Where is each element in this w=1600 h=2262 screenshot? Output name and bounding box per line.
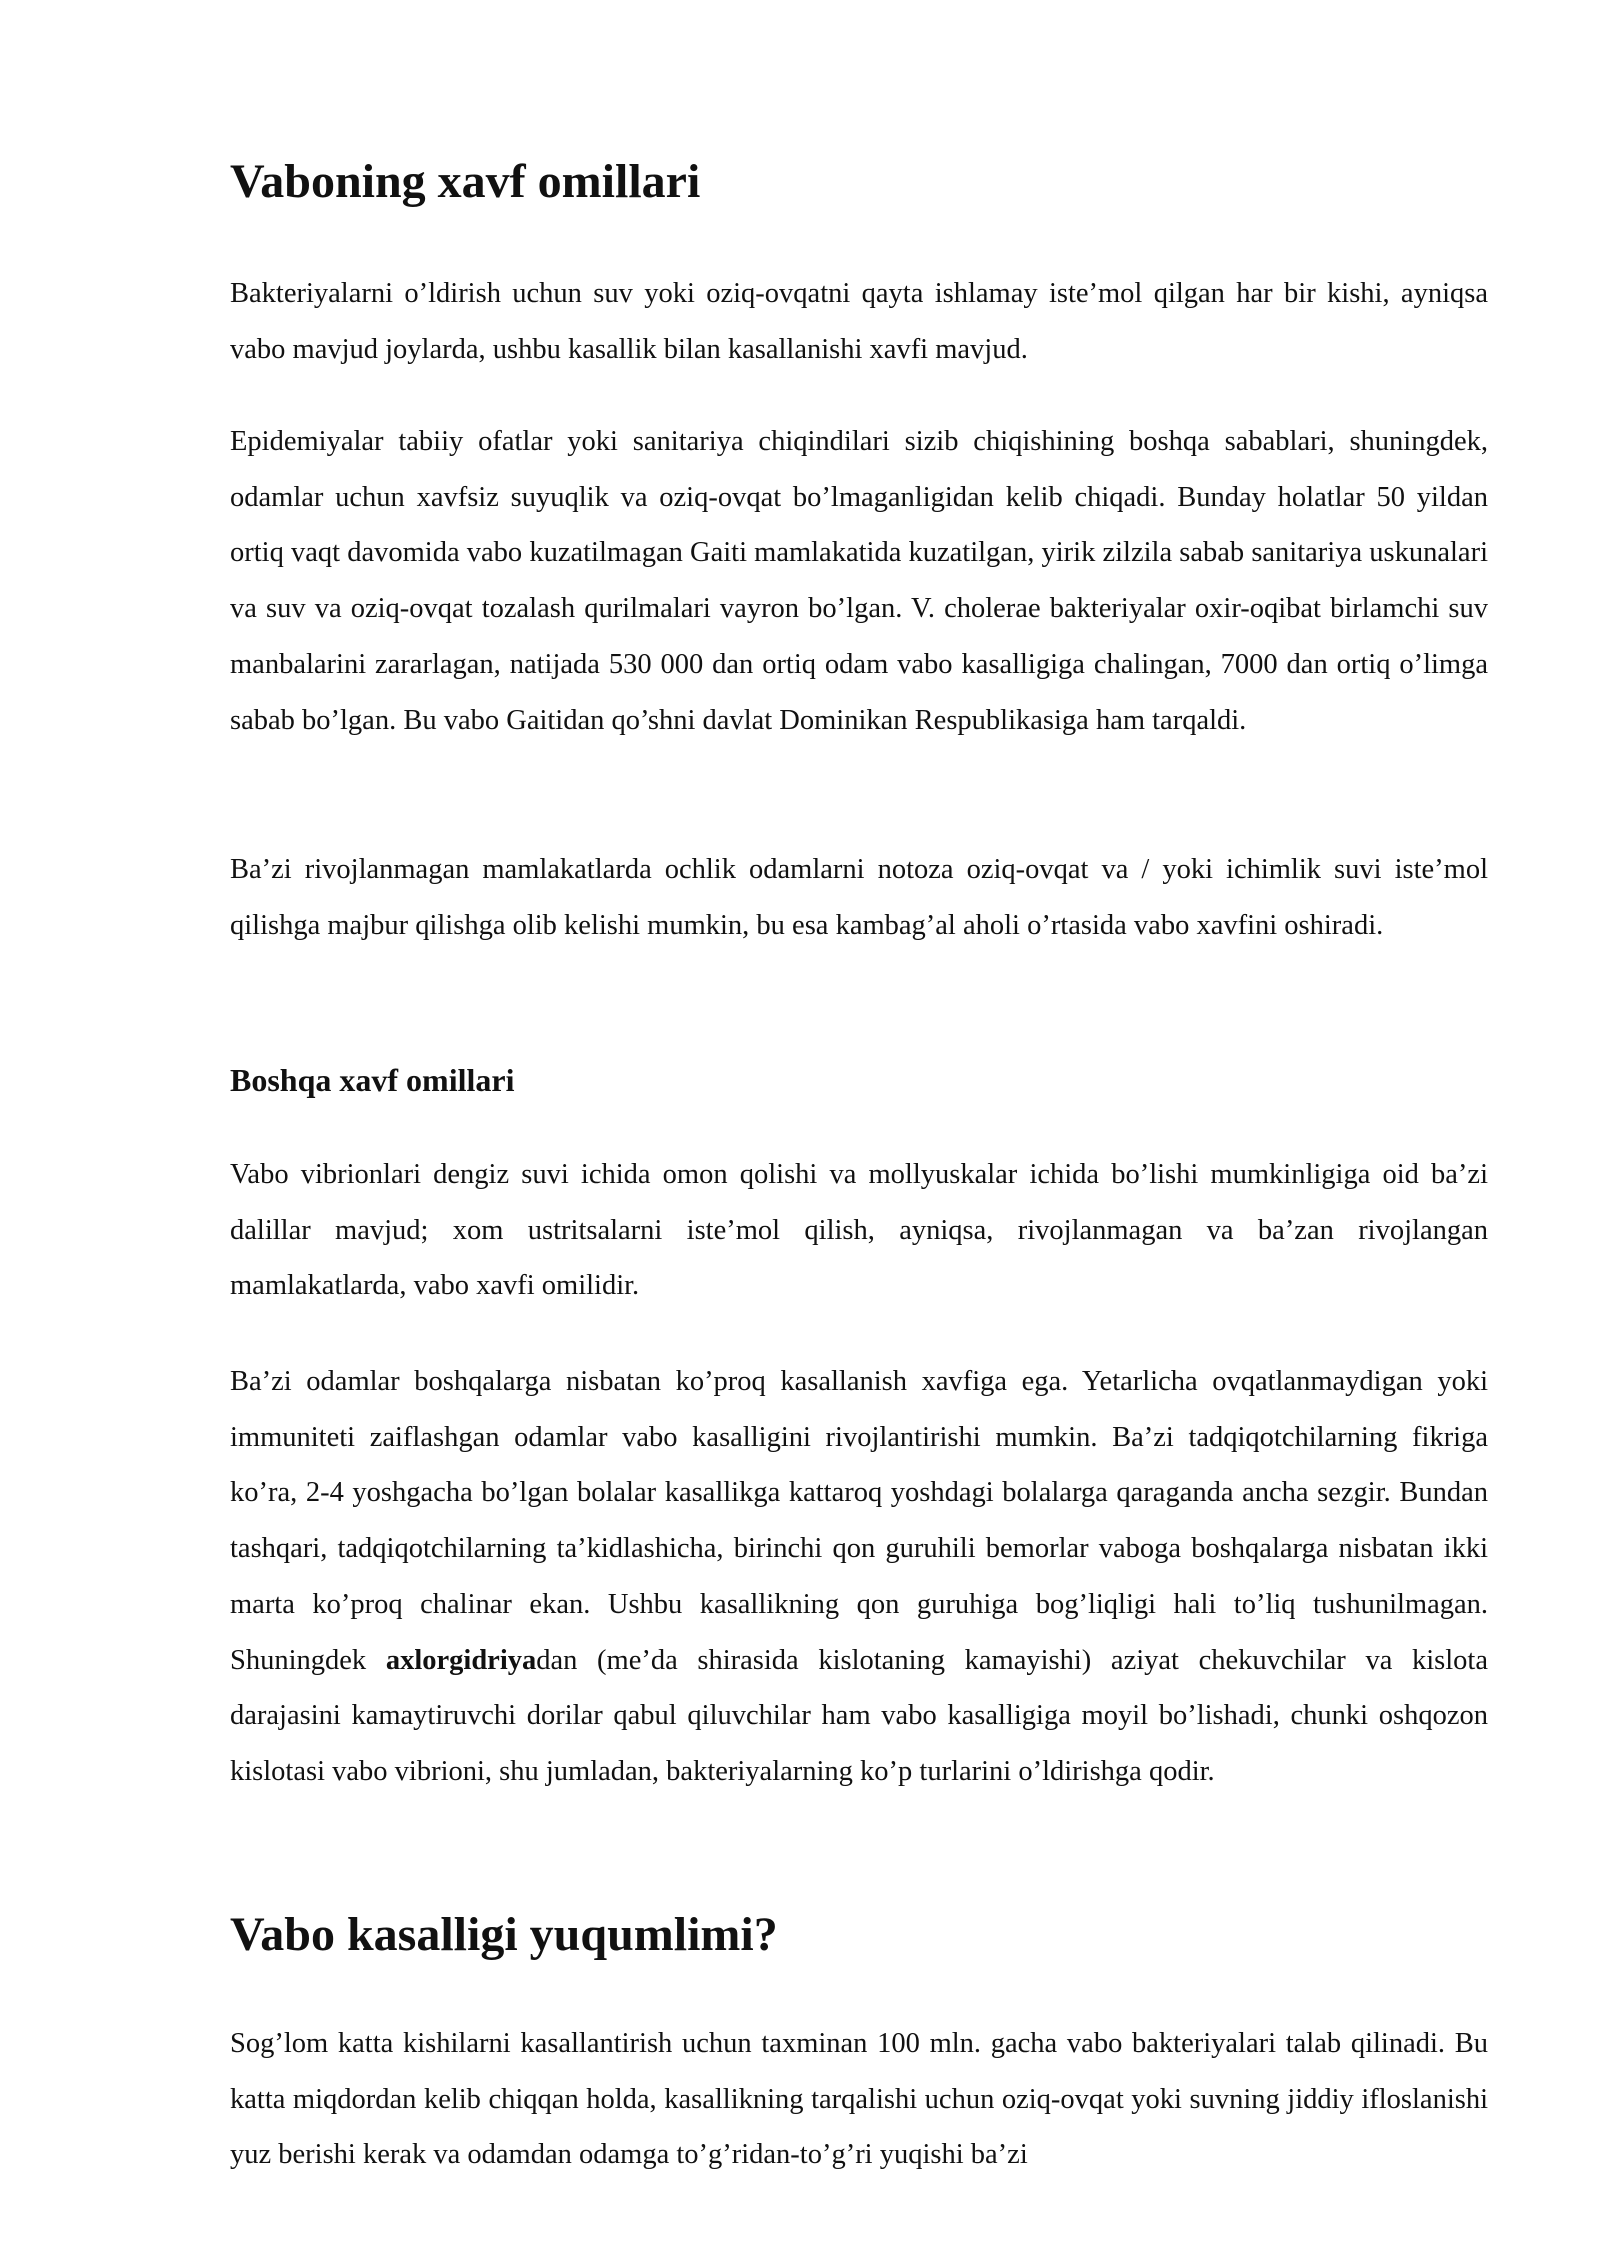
- paragraph: Vabo vibrionlari dengiz suvi ichida omon qolishi va mollyuskalar ichida bo’lishi mumkinligiga oid ba’zi dalillar mavjud; xom ustritsalarni iste’mol qilish, ayniqsa, rivojlanmagan va ba’zan rivojlangan mamlakatlarda, vabo xavfi omilidir.: [230, 1159, 1488, 1302]
- paragraph: Bakteriyalarni o’ldirish uchun suv yoki oziq-ovqatni qayta ishlamay iste’mol qilgan har bir kishi, ayniqsa vabo mavjud joylarda, ushbu kasallik bilan kasallanishi xavfi mavjud.: [230, 278, 1488, 365]
- section-heading-contagious: Vabo kasalligi yuqumlimi?: [230, 1908, 778, 1961]
- paragraph: [230, 1354, 1488, 1800]
- paragraph: Epidemiyalar tabiiy ofatlar yoki sanitariya chiqindilari sizib chiqishining boshqa sabablari, shuningdek, odamlar uchun xavfsiz suyuqlik va oziq-ovqat bo’lmaganligidan kelib chiqadi. Bunday holatlar 50 yildan ortiq vaqt davomida vabo kuzatilmagan Gaiti mamlakatida kuzatilgan, yirik zilzila sabab sanitariya uskunalari va suv va oziq-ovqat tozalash qurilmalari vayron bo’lgan. V. cholerae bakteriyalar oxir-oqibat birlamchi suv manbalarini zararlagan, natijada 530 000 dan ortiq odam vabo kasalligiga chalingan, 7000 dan ortiq o’limga sabab bo’lgan. Bu vabo Gaitidan qo’shni davlat Dominikan Respublikasiga ham tarqaldi.: [230, 426, 1488, 736]
- paragraph-text: Ba’zi odamlar boshqalarga nisbatan ko’proq kasallanish xavfiga ega. Yetarlicha ovqatlanmaydigan yoki immuniteti zaiflashgan odamlar vabo kasalligini rivojlantirishi mumkin. Ba’zi tadqiqotchilarning fikriga ko’ra, 2-4 yoshgacha bo’lgan bolalar kasallikga kattaroq yoshdagi bolalarga qaraganda ancha sezgir. Bundan tashqari, tadqiqotchilarning ta’kidlashicha, birinchi qon guruhili bemorlar vaboga boshqalarga nisbatan ikki marta ko’proq chalinar ekan. Ushbu kasallikning qon guruhiga bog’liqligi hali to’liq tushunilmagan. Shuningdek: [230, 1366, 1488, 1676]
- subsection-heading-other-risk-factors: Boshqa xavf omillari: [230, 1062, 515, 1098]
- paragraph: Ba’zi rivojlanmagan mamlakatlarda ochlik odamlarni notoza oziq-ovqat va / yoki ichimlik suvi iste’mol qilishga majbur qilishga olib kelishi mumkin, bu esa kambag’al aholi o’rtasida vabo xavfini oshiradi.: [230, 854, 1488, 941]
- paragraph-text: dan (me’da shirasida kislotaning kamayishi) aziyat chekuvchilar va kislota darajasini kamaytiruvchi dorilar qabul qiluvchilar ham vabo kasalligiga moyil bo’lishadi, chunki oshqozon kislotasi vabo vibrioni, shu jumladan, bakteriyalarning ko’p turlarini o’ldirishga qodir.: [230, 1644, 1488, 1787]
- bold-term: axlorgidriya: [385, 1644, 537, 1676]
- section-heading-risk-factors: Vaboning xavf omillari: [230, 155, 701, 208]
- paragraph: Sog’lom katta kishilarni kasallantirish uchun taxminan 100 mln. gacha vabo bakteriyalari talab qilinadi. Bu katta miqdordan kelib chiqqan holda, kasallikning tarqalishi uchun oziq-ovqat yoki suvning jiddiy ifloslanishi yuz berishi kerak va odamdan odamga to’g’ridan-to’g’ri yuqishi ba’zi: [230, 2028, 1488, 2171]
